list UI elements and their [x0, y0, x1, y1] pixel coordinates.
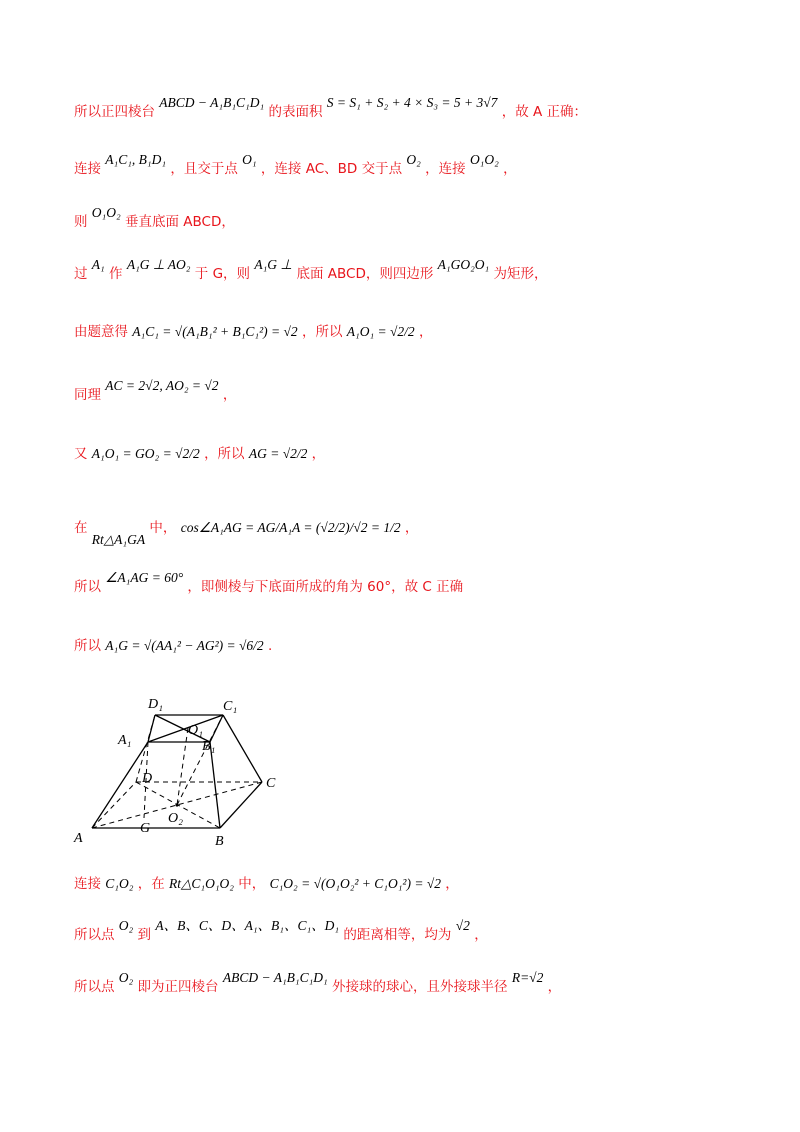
label-a: A: [74, 831, 83, 846]
solution-line-7: [74, 442, 325, 462]
text: 在: [74, 520, 88, 536]
solution-line-1: [74, 95, 588, 120]
math: ∠A₁AG = 60°: [105, 570, 184, 585]
math: O₂: [406, 152, 421, 167]
text: ，: [311, 446, 326, 462]
point-o2: [175, 803, 178, 806]
solution-line-10: [74, 634, 272, 654]
math: A₁O₁ = √2/2: [346, 324, 415, 339]
text: .: [267, 638, 273, 654]
text: 过: [74, 266, 88, 282]
math: √2: [455, 918, 470, 933]
label-a1: A₁: [118, 733, 132, 748]
math: R=√2: [511, 970, 544, 985]
text: 中，: [149, 520, 177, 536]
solution-line-9: [74, 570, 464, 595]
math: A₁: [91, 257, 105, 272]
label-c1: C₁: [223, 699, 238, 714]
solution-line-11: [74, 872, 459, 892]
text: ，故 A 正确：: [501, 104, 588, 120]
solution-line-3: [74, 205, 235, 230]
text: 的表面积: [268, 104, 323, 120]
solution-line-6: [74, 378, 237, 403]
text: 即为正四棱台: [137, 979, 219, 995]
math: A₁G ⊥ AO₂: [126, 257, 191, 272]
text: ，所以: [301, 324, 343, 340]
math: A₁C₁, B₁D₁: [105, 152, 167, 167]
math: AC = 2√2, AO₂ = √2: [105, 378, 219, 393]
text: ，: [445, 876, 459, 892]
text: ，连接 AC、BD 交于点: [260, 161, 403, 177]
text: 所以: [74, 638, 101, 654]
solution-line-13: [74, 970, 562, 995]
text: ，: [474, 927, 488, 943]
text: ，: [404, 520, 419, 536]
text: ，在: [137, 876, 165, 892]
label-d: D: [142, 771, 153, 786]
edge-bb1: [210, 742, 220, 828]
text: ，: [418, 324, 433, 340]
text: 为矩形，: [493, 266, 548, 282]
text: 所以点: [74, 927, 115, 943]
label-o1: O₁: [188, 723, 203, 738]
math: O₁: [242, 152, 257, 167]
text: ，: [222, 387, 237, 403]
math: A₁G ⊥: [254, 257, 293, 272]
label-c: C: [266, 776, 276, 791]
solution-line-2: [74, 152, 517, 177]
math: A₁G = √(AA₁² − AG²) = √6/2: [105, 638, 264, 653]
text: 垂直底面 ABCD，: [124, 214, 235, 230]
math: A₁O₁ = GO₂ = √2/2: [91, 446, 200, 461]
text: 底面 ABCD，则四边形: [296, 266, 434, 282]
text: 外接球的球心，且外接球半径: [332, 979, 508, 995]
text: ，所以: [204, 446, 245, 462]
math: O₂: [118, 970, 134, 985]
text: 又: [74, 446, 88, 462]
text: 所以点: [74, 979, 115, 995]
math: A₁GO₂O₁: [437, 257, 490, 272]
solution-line-12: [74, 918, 488, 943]
edge-bc: [220, 782, 262, 828]
label-d1: D₁: [148, 697, 163, 712]
math: O₁O₂: [91, 205, 121, 220]
text: 作: [109, 266, 123, 282]
math: C₁O₂ = √(O₁O₂² + C₁O₁²) = √2: [269, 876, 441, 891]
text: ，连接: [425, 161, 466, 177]
edge-ad: [92, 782, 136, 828]
text: 由题意得: [74, 324, 128, 340]
text: ，: [547, 979, 562, 995]
text: ，且交于点: [170, 161, 238, 177]
math: S = S₁ + S₂ + 4 × S₃ = 5 + 3√7: [326, 95, 498, 110]
solution-line-8: [74, 516, 419, 547]
math: O₁O₂: [469, 152, 499, 167]
math: A、B、C、D、A₁、B₁、C₁、D₁: [155, 918, 340, 933]
math: C₁O₂: [105, 876, 134, 891]
text: ，即侧棱与下底面所成的角为 60°，故 C 正确: [187, 579, 464, 595]
text: 连接: [74, 161, 101, 177]
text: 连接: [74, 876, 101, 892]
math: cos∠A₁AG = AG/A₁A = (√2/2)/√2 = 1/2: [180, 520, 401, 535]
label-o2: O₂: [168, 811, 183, 826]
solution-line-5: [74, 320, 432, 340]
label-g: G: [140, 821, 151, 836]
text: ，: [503, 161, 517, 177]
math: O₂: [118, 918, 134, 933]
math: ABCD − A₁B₁C₁D₁: [159, 95, 265, 110]
text: 于 G，则: [194, 266, 251, 282]
math: A₁C₁ = √(A₁B₁² + B₁C₁²) = √2: [132, 324, 298, 339]
label-b: B: [215, 834, 224, 849]
math: ABCD − A₁B₁C₁D₁: [222, 970, 328, 985]
solution-line-4: [74, 257, 548, 282]
text: 所以: [74, 579, 101, 595]
label-b1: B₁: [202, 739, 216, 754]
math: Rt△C₁O₁O₂: [169, 876, 234, 891]
text: 同理: [74, 387, 101, 403]
math: Rt△A₁GA: [91, 532, 146, 547]
frustum-figure: [70, 690, 300, 860]
text: 中，: [238, 876, 266, 892]
math: AG = √2/2: [248, 446, 308, 461]
text: 的距离相等，均为: [343, 927, 452, 943]
text: 到: [137, 927, 152, 943]
edge-cc1: [223, 715, 262, 782]
text: 所以正四棱台: [74, 104, 155, 120]
text: 则: [74, 214, 88, 230]
